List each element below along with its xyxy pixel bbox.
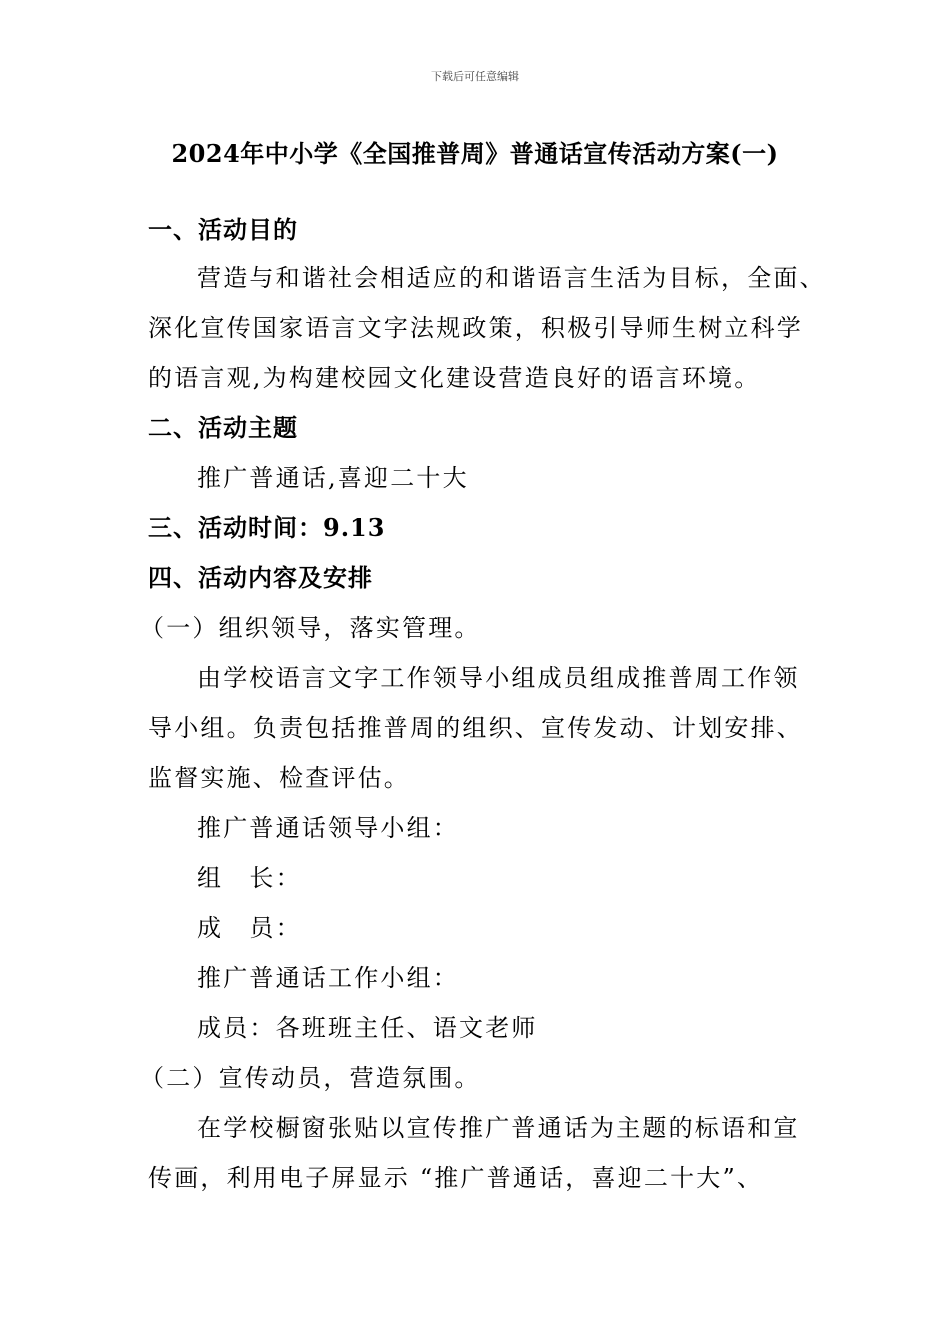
work-members-text: 成员：各班班主任、语文老师 xyxy=(197,1014,538,1042)
purpose-line-2: 深化宣传国家语言文字法规政策，积极引导师生树立科学 xyxy=(148,314,803,342)
part2-line-1: 在学校橱窗张贴以宣传推广普通话为主题的标语和宣 xyxy=(197,1114,800,1142)
part1-subheading: （一）组织领导，落实管理。 xyxy=(140,614,481,642)
part2-subheading: （二）宣传动员，营造氛围。 xyxy=(140,1064,481,1092)
page-title: 2024年中小学《全国推普周》普通话宣传活动方案(一) xyxy=(171,139,779,168)
purpose-line-1: 营造与和谐社会相适应的和谐语言生活为目标，全面、 xyxy=(197,264,826,292)
theme-text: 推广普通话,喜迎二十大 xyxy=(197,464,469,492)
part2-line-2: 传画，利用电子屏显示 “推广普通话，喜迎二十大”、 xyxy=(148,1164,764,1192)
part1-line-1: 由学校语言文字工作领导小组成员组成推普周工作领 xyxy=(197,664,800,692)
purpose-heading: 一、活动目的 xyxy=(148,215,298,244)
theme-heading: 二、活动主题 xyxy=(148,413,298,442)
content-heading: 四、活动内容及安排 xyxy=(148,563,373,592)
work-group-label: 推广普通话工作小组： xyxy=(197,964,459,992)
purpose-line-3: 的语言观,为构建校园文化建设营造良好的语言环境。 xyxy=(148,364,761,392)
header-note: 下载后可任意编辑 xyxy=(431,70,519,83)
leader-group-label: 推广普通话领导小组： xyxy=(197,814,459,842)
leader-label: 组 长： xyxy=(197,864,302,892)
time-heading: 三、活动时间：9.13 xyxy=(148,513,386,542)
members-label: 成 员： xyxy=(197,914,302,942)
part1-line-3: 监督实施、检查评估。 xyxy=(148,764,410,792)
part1-line-2: 导小组。负责包括推普周的组织、宣传发动、计划安排、 xyxy=(148,714,803,742)
